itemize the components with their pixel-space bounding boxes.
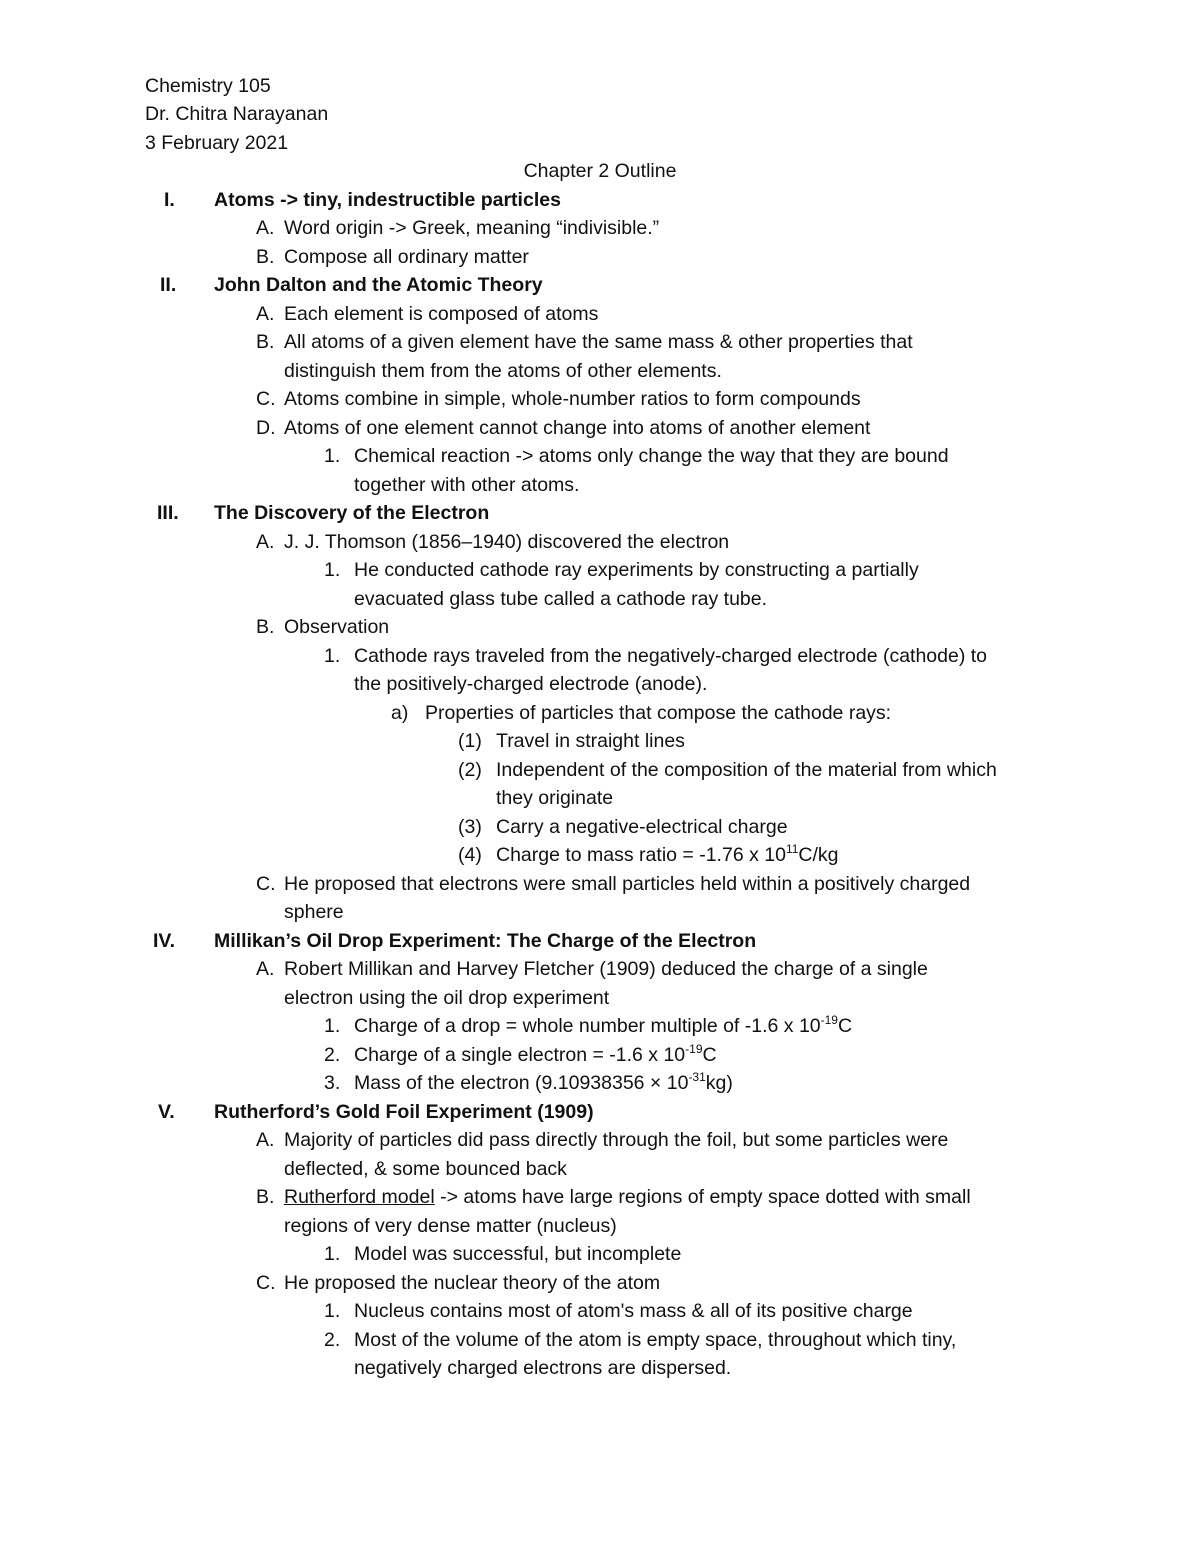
exponent: -19 [820, 1012, 838, 1027]
exponent: -31 [688, 1069, 706, 1084]
item-marker: (2) [458, 759, 482, 781]
item-text: Word origin -> Greek, meaning “indivisible.” [284, 217, 660, 239]
outline-subitem-continued [0, 670, 1200, 699]
underlined-term: Rutherford model [284, 1186, 435, 1208]
item-marker: 1. [324, 559, 341, 581]
section-title: Rutherford’s Gold Foil Experiment (1909) [214, 1101, 594, 1123]
item-marker: D. [256, 417, 276, 439]
item-marker: (3) [458, 816, 482, 838]
outline-subitem [0, 642, 1200, 671]
item-text: Model was successful, but incomplete [354, 1243, 682, 1265]
item-text: He proposed the nuclear theory of the atom [284, 1272, 661, 1294]
outline-subitem [0, 1012, 1200, 1041]
item-marker: A. [256, 303, 275, 325]
outline-item [0, 328, 1200, 357]
item-marker: A. [256, 1129, 275, 1151]
item-text-unit: kg) [705, 1072, 733, 1094]
section-heading [0, 499, 1200, 528]
item-text: Properties of particles that compose the cathode rays: [425, 702, 892, 724]
title-line [0, 157, 1200, 186]
item-text: All atoms of a given element have the same mass & other properties that [284, 331, 913, 353]
item-text [354, 1041, 717, 1070]
outline-subitem [0, 442, 1200, 471]
item-text-main: Charge of a single electron = -1.6 x 10 [354, 1044, 686, 1066]
outline-item [0, 528, 1200, 557]
item-text-main: -> atoms have large regions of empty space dotted with small [434, 1186, 971, 1208]
outline-item-continued [0, 357, 1200, 386]
item-text [354, 1012, 852, 1041]
item-text: Independent of the composition of the material from which [496, 759, 997, 781]
outline-item [0, 870, 1200, 899]
item-text: sphere [284, 901, 344, 923]
outline-property-item [0, 841, 1200, 870]
section-title: The Discovery of the Electron [214, 502, 490, 524]
item-text [284, 1183, 971, 1212]
outline-item [0, 955, 1200, 984]
item-text [354, 1069, 733, 1098]
item-text: Atoms of one element cannot change into atoms of another element [284, 417, 871, 439]
outline-item [0, 1269, 1200, 1298]
item-text: negatively charged electrons are dispersed. [354, 1357, 732, 1379]
item-text: distinguish them from the atoms of other elements. [284, 360, 722, 382]
section-title: Atoms -> tiny, indestructible particles [214, 189, 561, 211]
section-heading [0, 927, 1200, 956]
item-text: the positively-charged electrode (anode). [354, 673, 708, 695]
item-marker: A. [256, 958, 275, 980]
outline-item [0, 243, 1200, 272]
outline-property-item [0, 727, 1200, 756]
item-marker: B. [256, 1186, 275, 1208]
item-marker: B. [256, 246, 275, 268]
section-heading [0, 271, 1200, 300]
item-text: Most of the volume of the atom is empty space, throughout which tiny, [354, 1329, 957, 1351]
item-text-unit: C [837, 1015, 853, 1037]
item-marker: (1) [458, 730, 482, 752]
item-marker: C. [256, 1272, 276, 1294]
outline-item [0, 1183, 1200, 1212]
item-text-main: Charge of a drop = whole number multiple of -1.6 x 10 [354, 1015, 821, 1037]
item-marker: C. [256, 873, 276, 895]
item-marker: B. [256, 616, 275, 638]
outline-item [0, 300, 1200, 329]
instructor-name: Dr. Chitra Narayanan [145, 103, 329, 125]
item-marker: 2. [324, 1044, 341, 1066]
outline-subitem [0, 1041, 1200, 1070]
item-marker: C. [256, 388, 276, 410]
item-text [496, 841, 839, 870]
item-text: Robert Millikan and Harvey Fletcher (1909) deduced the charge of a single [284, 958, 928, 980]
item-marker: 1. [324, 1015, 341, 1037]
item-text: Compose all ordinary matter [284, 246, 529, 268]
outline-item [0, 613, 1200, 642]
item-text: regions of very dense matter (nucleus) [284, 1215, 617, 1237]
outline-item-continued [0, 1212, 1200, 1241]
item-text: Atoms combine in simple, whole-number ratios to form compounds [284, 388, 861, 410]
outline-item [0, 385, 1200, 414]
item-text-unit: C/kg [798, 844, 839, 866]
item-text: electron using the oil drop experiment [284, 987, 610, 1009]
item-marker: B. [256, 331, 275, 353]
outline-property-item-continued [0, 784, 1200, 813]
item-marker: (4) [458, 844, 482, 866]
item-marker: 1. [324, 1243, 341, 1265]
section-number: IV. [153, 930, 176, 952]
item-text: Travel in straight lines [496, 730, 685, 752]
outline-property-item [0, 813, 1200, 842]
item-text: He proposed that electrons were small particles held within a positively charged [284, 873, 971, 895]
exponent: 11 [785, 841, 799, 856]
document-title: Chapter 2 Outline [523, 160, 677, 182]
section-number: II. [160, 274, 177, 296]
outline-subitem-continued [0, 471, 1200, 500]
section-heading [0, 186, 1200, 215]
outline-subitem [0, 1297, 1200, 1326]
section-number: III. [157, 502, 179, 524]
item-text-unit: C [702, 1044, 717, 1066]
item-text: Chemical reaction -> atoms only change the way that they are bound [354, 445, 949, 467]
item-marker: 1. [324, 645, 341, 667]
outline-property-item [0, 756, 1200, 785]
section-number: V. [158, 1101, 175, 1123]
outline-item [0, 1126, 1200, 1155]
outline-item-continued [0, 984, 1200, 1013]
section-title: John Dalton and the Atomic Theory [214, 274, 543, 296]
outline-subitem [0, 1240, 1200, 1269]
item-marker: 2. [324, 1329, 341, 1351]
item-text: they originate [496, 787, 614, 809]
section-title: Millikan’s Oil Drop Experiment: The Charge of the Electron [214, 930, 757, 952]
item-text-main: Charge to mass ratio = -1.76 x 10 [496, 844, 786, 866]
outline-item [0, 214, 1200, 243]
item-text: Carry a negative-electrical charge [496, 816, 788, 838]
item-marker: a) [391, 702, 409, 724]
item-marker: A. [256, 217, 275, 239]
outline-subitem [0, 1326, 1200, 1355]
instructor-line [0, 100, 1200, 129]
item-text: Nucleus contains most of atom's mass & all of its positive charge [354, 1300, 913, 1322]
outline-item-continued [0, 1155, 1200, 1184]
course-name: Chemistry 105 [145, 75, 271, 97]
outline-subitem-continued [0, 585, 1200, 614]
item-marker: A. [256, 531, 275, 553]
item-text: together with other atoms. [354, 474, 580, 496]
date: 3 February 2021 [145, 132, 289, 154]
item-text: He conducted cathode ray experiments by constructing a partially [354, 559, 919, 581]
section-heading [0, 1098, 1200, 1127]
outline-subitem [0, 1069, 1200, 1098]
outline-item [0, 414, 1200, 443]
outline-subsubitem [0, 699, 1200, 728]
outline-subitem [0, 556, 1200, 585]
item-text: deflected, & some bounced back [284, 1158, 567, 1180]
outline-subitem-continued [0, 1354, 1200, 1383]
item-text: J. J. Thomson (1856–1940) discovered the electron [284, 531, 730, 553]
item-text: evacuated glass tube called a cathode ray tube. [354, 588, 768, 610]
item-text-main: Mass of the electron (9.10938356 × 10 [354, 1072, 689, 1094]
item-text: Cathode rays traveled from the negatively-charged electrode (cathode) to [354, 645, 988, 667]
item-text: Observation [284, 616, 390, 638]
item-text: Majority of particles did pass directly through the foil, but some particles were [284, 1129, 949, 1151]
item-marker: 1. [324, 445, 341, 467]
item-marker: 3. [324, 1072, 341, 1094]
course-line [0, 72, 1200, 101]
date-line [0, 129, 1200, 158]
section-number: I. [164, 189, 175, 211]
outline-item-continued [0, 898, 1200, 927]
item-marker: 1. [324, 1300, 341, 1322]
exponent: -19 [685, 1041, 703, 1056]
item-text: Each element is composed of atoms [284, 303, 599, 325]
